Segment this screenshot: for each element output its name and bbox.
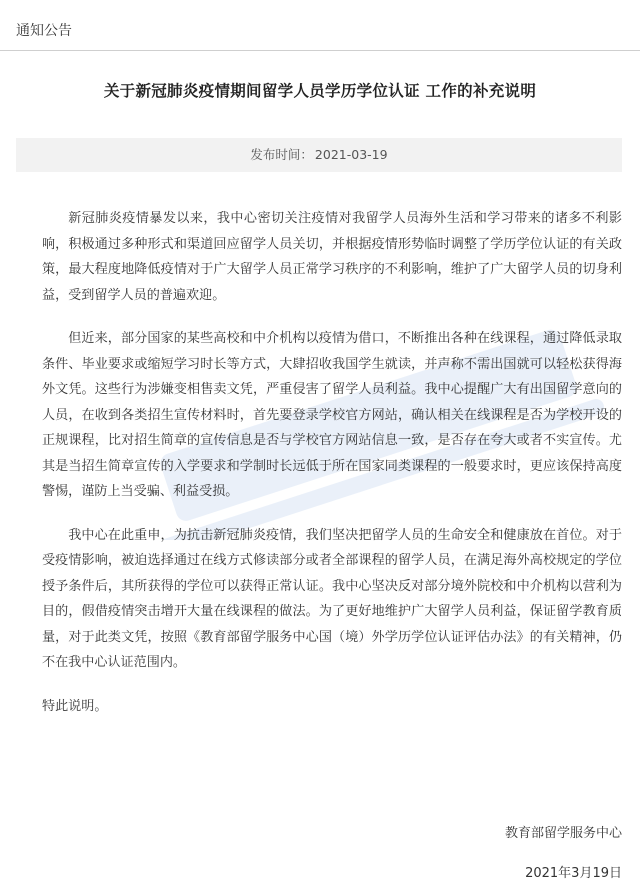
header-divider: [0, 50, 640, 51]
article-body: [42, 206, 622, 719]
article-sign-date: 2021年3月19日: [525, 866, 622, 881]
article-paragraph-3: 我中心在此重申，为抗击新冠肺炎疫情，我们坚决把留学人员的生命安全和健康放在首位。对于受疫情影响，被迫选择通过在线方式修读部分或者全部课程的留学人员，在满足海外高校规定的学位授予条件后，其所获得的学位可以获得正常认证。我中心坚决反对部分境外院校和中介机构以营利为目的，假借疫情突击增开大量在线课程的做法。为了更好地维护广大留学人员利益，保证留学教育质量，对于此类文凭，按照《教育部留学服务中心国（境）外学历学位认证评估办法》的有关精神，仍不在我中心认证范围内。: [42, 527, 622, 670]
article-paragraph-1: 新冠肺炎疫情暴发以来，我中心密切关注疫情对我留学人员海外生活和学习带来的诸多不利影响，积极通过多种形式和渠道回应留学人员关切，并根据疫情形势临时调整了学历学位认证的有关政策，最大程度地降低疫情对于广大留学人员正常学习秩序的不利影响，维护了广大留学人员的切身利益，受到留学人员的普遍欢迎。: [42, 211, 622, 303]
article-paragraph-2: 但近来，部分国家的某些高校和中介机构以疫情为借口，不断推出各种在线课程，通过降低录取条件、毕业要求或缩短学习时长等方式，大肆招收我国学生就读，并声称不需出国就可以轻松获得海外文凭。这些行为涉嫌变相售卖文凭，严重侵害了留学人员利益。我中心提醒广大有出国留学意向的人员，在收到各类招生宣传材料时，首先要登录学校官方网站，确认相关在线课程是否为学校开设的正规课程，比对招生简章的宣传信息是否与学校官方网站信息一致，是否存在夸大或者不实宣传。尤其是当招生简章宣传的入学要求和学制时长远低于所在国家同类课程的一般要求时，更应该保持高度警惕，谨防上当受骗、利益受损。: [42, 331, 622, 499]
article-signature: 教育部留学服务中心: [504, 826, 622, 841]
section-label: 通知公告: [16, 23, 72, 39]
article-closing: 特此说明。: [42, 698, 108, 714]
publish-date: 2021-03-19: [314, 147, 388, 162]
publish-label: 发布时间：: [250, 147, 313, 162]
article-title: 关于新冠肺炎疫情期间留学人员学历学位认证 工作的补充说明: [103, 82, 537, 100]
publish-meta-bar: [16, 138, 622, 172]
